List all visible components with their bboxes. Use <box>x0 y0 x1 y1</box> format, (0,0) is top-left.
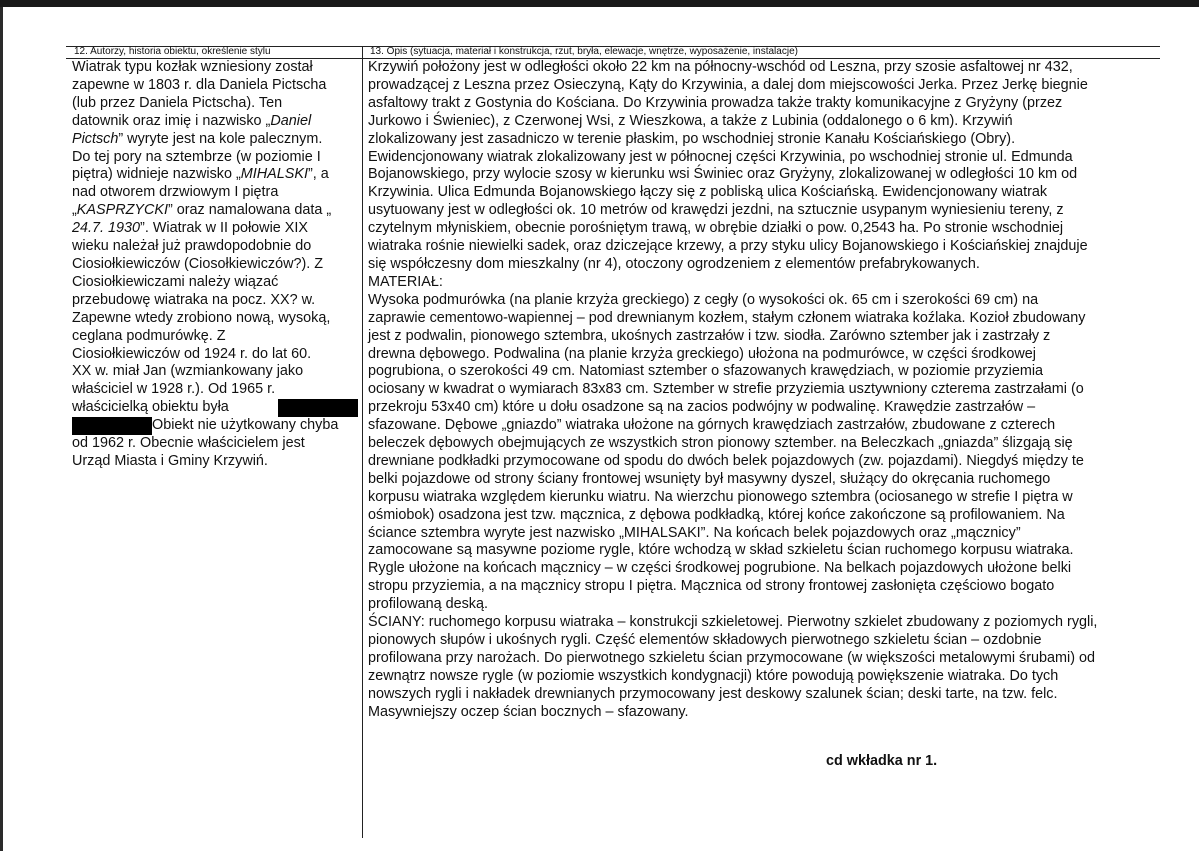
section-13-header: 13. Opis (sytuacja, materiał i konstrukcja, rzut, bryła, elewacje, wnętrze, wyposażenie, instalacje) <box>370 46 798 57</box>
text-line: zamocowane są masywne poziome rygle, które wchodzą w skład szkieletu ścian ruchomego korpusu wiatraka. <box>368 542 1074 559</box>
text-line: usytuowany jest w odległości ok. 10 metrów od krawędzi jezdni, na sztucznie usypanym wyniesieniu tereny, z <box>368 202 1064 219</box>
text-line: Krzywinia. Ulica Edmunda Bojanowskiego łączy się z pobliską ulica Kościańską. Ewidencjonowany wiatrak <box>368 184 1048 201</box>
text-line: Pictsch” wyryte jest na kole palecznym. <box>72 130 323 147</box>
text-line: pionowych słupów i ukośnych rygli. Część elementów składowych pierwotnego szkieletu ścian – ozdobnie <box>368 632 1042 648</box>
text-line: (lub przez Daniela Pictscha). Ten <box>72 94 283 111</box>
scan-top-border <box>0 0 1199 7</box>
text-line: datownik oraz imię i nazwisko „Daniel <box>72 112 312 129</box>
text-line: Ciosiołkiewiczów (Ciosołkiewiczów?). Z <box>72 255 324 272</box>
text-line: beleczek dębowych obejmujących ze wszystkich stron pionowy sztember. na Beleczkach „gniazda” ślizgają się <box>368 435 1073 452</box>
text-line: prowadzącej z Leszna przez Osieczyną, Kąty do Krzywinia, a dalej dom miejscowości Jerka. Przez Jerkę biegnie <box>368 76 1088 93</box>
column-divider <box>362 46 363 838</box>
text-line: Zapewne wtedy zrobiono nową, wysoką, <box>72 309 331 326</box>
text-line: MATERIAŁ: <box>368 273 443 290</box>
text-line: 24.7. 1930”. Wiatrak w II połowie XIX <box>72 220 308 237</box>
text-line: korpusu wiatraka względem kierunku wiatru. Na wierzchu pionowego sztembra (ociosanego w strefie I piętra w <box>368 488 1073 505</box>
text-line: nowszych rygli i nakładek drewnianych przymocowany jest deskowy szalunek ścian; deski tarte, na tzw. felc. <box>368 685 1058 702</box>
text-line: ośmiobok) osadzona jest tzw. mącznica, z dębowa podkładką, której końce zakończone są profilowaniem. Na <box>368 506 1065 523</box>
text-line: zlokalizowany jest zasadniczo w terenie płaskim, po wschodniej stronie Kanału Kościańskiego (Obry). <box>368 130 1016 147</box>
text-line: Wysoka podmurówka (na planie krzyża greckiego) z cegły (o wysokości ok. 65 cm i szerokości 69 cm) na <box>368 291 1039 308</box>
text-line: od 1962 r. Obecnie właścicielem jest <box>72 435 305 452</box>
text-line: Urząd Miasta i Gminy Krzywiń. <box>72 452 268 469</box>
description-column <box>368 59 1164 722</box>
text-line: ŚCIANY: ruchomego korpusu wiatraka – konstrukcji szkieletowej. Pierwotny szkielet zbudowany z poziomych rygli, <box>368 614 1098 631</box>
text-line: Ewidencjonowany wiatrak zlokalizowany jest w północnej części Krzywinia, po wschodniej stronie ul. Edmunda <box>368 148 1073 165</box>
text-line: wieku należał już prawdopodobnie do <box>72 238 312 255</box>
text-line: się współczesny dom mieszkalny (nr 4), otoczony ogrodzeniem z elementów prefabrykowanych. <box>368 255 980 272</box>
continuation-note: cd wkładka nr 1. <box>826 753 938 769</box>
text-line: ociosany w kwadrat o wymiarach 83x83 cm. Sztember w strefie przyziemia usztywniony czterema zastrzałami (o <box>368 381 1084 398</box>
text-line: XX w. miał Jan (wzmiankowany jako <box>72 363 304 380</box>
text-line: zewnątrz nowsze rygle (w poziomie wszystkich kondygnacji) które powodują powiększenie wiatraka. Do tych <box>368 667 1059 684</box>
text-line: sfazowane. Dębowe „gniazdo” wiatraka ułożone na górnych krawędziach zastrzałów, zbudowane z czterech <box>368 417 1056 434</box>
text-line: belki pojazdowe od strony ściany frontowej wsunięty był masywny dyszel, służący do okręcania ruchomego <box>368 470 1051 487</box>
text-line: ceglana podmurówkę. Z <box>72 327 226 344</box>
text-line: czytelnym młyniskiem, obecnie porośniętym trawą, w obrębie działki o pow. 0,2543 ha. Po stronie wschodniej <box>368 220 1064 237</box>
text-line: Jurkowo i Świeniec), z Czerwonej Wsi, z Wieszkowa, a także z Lubinia (oddalonego o 6 km). Krzywiń <box>368 112 1013 129</box>
text-line: Wiatrak typu kozłak wzniesiony został <box>72 59 313 75</box>
section-12-header: 12. Autorzy, historia obiektu, określenie stylu <box>74 46 271 57</box>
text-line: przebudowę wiatraka na pocz. XX? w. <box>72 291 316 308</box>
text-line: piętra) widnieje nazwisko „MIHALSKI”, a <box>72 166 329 183</box>
text-line: właścicielką obiektu była <box>72 399 358 417</box>
text-line: Masywniejszy oczep ścian bocznych – sfazowany. <box>368 703 689 720</box>
text-line: ściance sztembra wyryte jest nazwisko „MIHALSAKI”. Na końcach belek pojazdowych oraz „mącznicy” <box>368 524 1021 541</box>
text-line: Do tej pory na sztembrze (w poziomie I <box>72 148 321 165</box>
text-line: „KASPRZYCKI” oraz namalowana data „ <box>72 202 332 219</box>
text-line: nad otworem drzwiowym I piętra <box>72 184 279 201</box>
text-line: stropu przyziemia, a na mącznicy stropu I piętra. Mącznica od strony frontowej zasłonięta częściowo bogato <box>368 578 1055 595</box>
text-line: przekroju 53x40 cm) które u dołu osadzone są na zacios podwójny w podwalinę. Krawędzie zastrzałów – <box>368 399 1036 416</box>
text-line: wiatraka rośnie niewielki sadek, oraz dziczejące krzewy, a przy styku ulicy Bojanowskiego i Kościańskiej znajduje <box>368 238 1088 255</box>
text-line: Obiekt nie użytkowany chyba <box>72 417 358 435</box>
text-line: Krzywiń położony jest w odległości około 22 km na północny-wschód od Leszna, przy szosie asfaltowej nr 432, <box>368 59 1073 75</box>
text-line: asfaltowy trakt z Gostynia do Kościana. Do Krzywinia prowadza także trakty komunikacyjne z Gryżyny (przez <box>368 94 1063 111</box>
text-line: pogrubiona, o szerokości 49 cm. Natomiast sztember o sfazowanych krawędziach, w poziomie przyziemia <box>368 363 1044 380</box>
history-column <box>72 59 358 471</box>
text-line: zaprawie cementowo-wapiennej – pod drewnianym kozłem, stałym członem wiatraka koźlaka. Kozioł zbudowany <box>368 309 1086 326</box>
text-line: właściciel w 1928 r.). Od 1965 r. <box>72 381 276 398</box>
scan-left-border <box>0 7 3 851</box>
text-line: Rygle ułożone na końcach mącznicy – w części środkowej pogrubione. Na belkach pojazdowych ułożone belki <box>368 560 1072 577</box>
redaction-box <box>278 399 358 417</box>
text-line: profilowaną deską. <box>368 596 488 613</box>
text-line: Ciosiołkiewiczami należy wiązać <box>72 273 279 290</box>
text-line: drewniane podkładki przymocowane od spodu do dwóch belek pojazdowych (zw. pojazdami). Niegdyś między te <box>368 452 1084 469</box>
text-line: drewna dębowego. Podwalina (na planie krzyża greckiego) ułożona na podmurówce, w części środkowej <box>368 345 1036 362</box>
text-line: profilowana przy narożach. Do pierwotnego szkieletu ścian przymocowane (w większości metalowymi śrubami) od <box>368 649 1096 666</box>
redaction-box <box>72 417 152 435</box>
text-line: zapewne w 1803 r. dla Daniela Pictscha <box>72 76 327 93</box>
text-line: jest z podwalin, pionowego sztembra, ukośnych zastrzałów i tzw. siodła. Zarówno sztember jak i zastrzały z <box>368 327 1051 344</box>
text-line: Ciosiołkiewiczów od 1924 r. do lat 60. <box>72 345 312 362</box>
text-line: Bojanowskiego, przy wylocie szosy w kierunku wsi Świniec oraz Gryżyny, zlokalizowanej w odległości 10 km od <box>368 166 1078 183</box>
